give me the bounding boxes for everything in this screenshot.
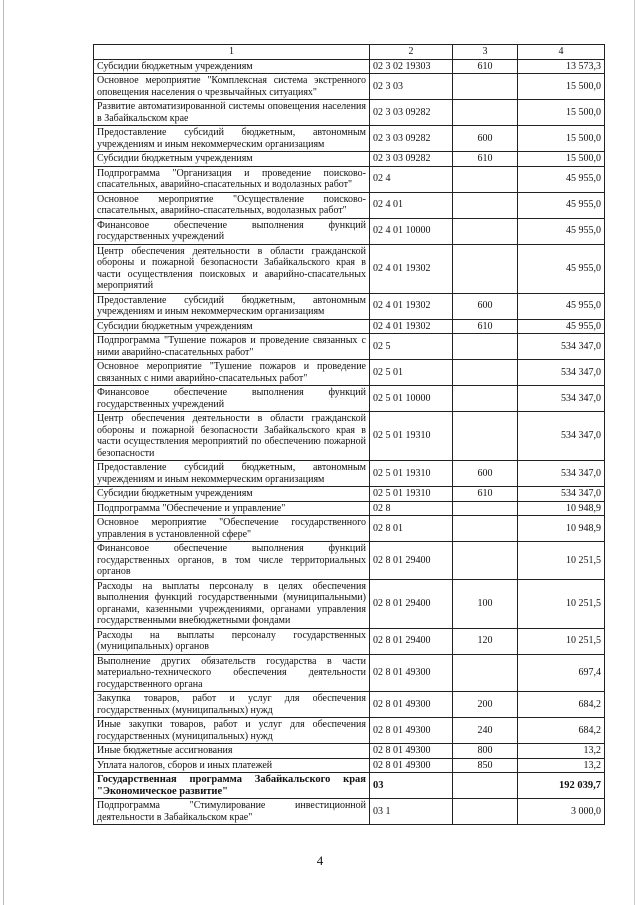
row-sum-cell: 10 948,9 bbox=[518, 501, 605, 516]
row-name-cell: Субсидии бюджетным учреждениям bbox=[94, 319, 370, 334]
table-row bbox=[94, 516, 605, 542]
row-name-cell: Основное мероприятие "Осуществление поисково-спасательных, аварийно-спасательных, водолазных работ" bbox=[94, 192, 370, 218]
row-type-cell: 600 bbox=[453, 461, 518, 487]
row-code-cell: 02 5 bbox=[370, 334, 453, 360]
row-sum-cell: 534 347,0 bbox=[518, 386, 605, 412]
row-name-cell: Развитие автоматизированной системы оповещения населения в Забайкальском крае bbox=[94, 100, 370, 126]
row-type-cell bbox=[453, 412, 518, 461]
row-type-cell: 120 bbox=[453, 628, 518, 654]
row-code-cell: 02 5 01 19310 bbox=[370, 461, 453, 487]
row-sum-cell: 10 948,9 bbox=[518, 516, 605, 542]
row-sum-cell: 534 347,0 bbox=[518, 412, 605, 461]
row-code-cell: 02 5 01 19310 bbox=[370, 412, 453, 461]
row-type-cell: 610 bbox=[453, 152, 518, 167]
row-name-cell: Основное мероприятие "Обеспечение государственного управления в установленной сфере" bbox=[94, 516, 370, 542]
row-sum-cell: 534 347,0 bbox=[518, 360, 605, 386]
row-type-cell bbox=[453, 74, 518, 100]
row-name-cell: Основное мероприятие "Тушение пожаров и проведение связанных с ними аварийно-спасательных работ" bbox=[94, 360, 370, 386]
table-body bbox=[94, 59, 605, 825]
table-row bbox=[94, 718, 605, 744]
row-name-cell: Иные закупки товаров, работ и услуг для обеспечения государственных (муниципальных) нужд bbox=[94, 718, 370, 744]
row-sum-cell: 45 955,0 bbox=[518, 244, 605, 293]
row-type-cell bbox=[453, 244, 518, 293]
table-row bbox=[94, 152, 605, 167]
row-code-cell: 02 4 01 19302 bbox=[370, 293, 453, 319]
row-code-cell: 02 3 03 09282 bbox=[370, 100, 453, 126]
row-type-cell bbox=[453, 654, 518, 692]
header-col-2: 2 bbox=[370, 45, 453, 60]
table-row bbox=[94, 799, 605, 825]
row-code-cell: 02 3 02 19303 bbox=[370, 59, 453, 74]
row-name-cell: Субсидии бюджетным учреждениям bbox=[94, 487, 370, 502]
table-row bbox=[94, 59, 605, 74]
row-type-cell bbox=[453, 192, 518, 218]
row-code-cell: 03 1 bbox=[370, 799, 453, 825]
row-sum-cell: 15 500,0 bbox=[518, 100, 605, 126]
row-code-cell: 02 4 01 bbox=[370, 192, 453, 218]
row-code-cell: 02 8 01 49300 bbox=[370, 744, 453, 759]
table-row bbox=[94, 126, 605, 152]
row-type-cell bbox=[453, 334, 518, 360]
row-sum-cell: 697,4 bbox=[518, 654, 605, 692]
row-name-cell: Основное мероприятие "Комплексная система экстренного оповещения населения о чрезвычайных ситуациях" bbox=[94, 74, 370, 100]
row-code-cell: 02 3 03 bbox=[370, 74, 453, 100]
row-code-cell: 02 3 03 09282 bbox=[370, 126, 453, 152]
row-name-cell: Центр обеспечения деятельности в области гражданской обороны и пожарной безопасности Забайкальского края в части осуществления поисковых и аварийно-спасательных мероприятий bbox=[94, 244, 370, 293]
row-name-cell: Подпрограмма "Стимулирование инвестиционной деятельности в Забайкальском крае" bbox=[94, 799, 370, 825]
table-row bbox=[94, 100, 605, 126]
row-name-cell: Подпрограмма "Обеспечение и управление" bbox=[94, 501, 370, 516]
table-row bbox=[94, 773, 605, 799]
row-code-cell: 02 8 01 29400 bbox=[370, 628, 453, 654]
row-code-cell: 02 5 01 19310 bbox=[370, 487, 453, 502]
row-type-cell bbox=[453, 166, 518, 192]
row-code-cell: 02 4 01 19302 bbox=[370, 319, 453, 334]
row-code-cell: 02 4 bbox=[370, 166, 453, 192]
row-sum-cell: 15 500,0 bbox=[518, 74, 605, 100]
row-sum-cell: 3 000,0 bbox=[518, 799, 605, 825]
table-row bbox=[94, 334, 605, 360]
row-sum-cell: 10 251,5 bbox=[518, 542, 605, 580]
row-type-cell bbox=[453, 501, 518, 516]
table-row bbox=[94, 74, 605, 100]
row-sum-cell: 13,2 bbox=[518, 758, 605, 773]
row-name-cell: Государственная программа Забайкальского края "Экономическое развитие" bbox=[94, 773, 370, 799]
row-code-cell: 02 5 01 bbox=[370, 360, 453, 386]
row-code-cell: 02 8 01 29400 bbox=[370, 579, 453, 628]
row-sum-cell: 13 573,3 bbox=[518, 59, 605, 74]
row-sum-cell: 15 500,0 bbox=[518, 126, 605, 152]
row-code-cell: 02 8 01 49300 bbox=[370, 718, 453, 744]
table-row bbox=[94, 192, 605, 218]
row-sum-cell: 13,2 bbox=[518, 744, 605, 759]
row-code-cell: 02 5 01 10000 bbox=[370, 386, 453, 412]
table-row bbox=[94, 744, 605, 759]
row-sum-cell: 192 039,7 bbox=[518, 773, 605, 799]
row-type-cell: 600 bbox=[453, 126, 518, 152]
row-sum-cell: 10 251,5 bbox=[518, 628, 605, 654]
scan-edge-right bbox=[634, 0, 635, 905]
table-row bbox=[94, 360, 605, 386]
row-code-cell: 02 3 03 09282 bbox=[370, 152, 453, 167]
row-sum-cell: 45 955,0 bbox=[518, 166, 605, 192]
row-code-cell: 02 8 01 bbox=[370, 516, 453, 542]
row-type-cell bbox=[453, 799, 518, 825]
row-code-cell: 03 bbox=[370, 773, 453, 799]
row-name-cell: Предоставление субсидий бюджетным, автономным учреждениям и иным некоммерческим организациям bbox=[94, 293, 370, 319]
table-row bbox=[94, 692, 605, 718]
table-row bbox=[94, 218, 605, 244]
row-name-cell: Предоставление субсидий бюджетным, автономным учреждениям и иным некоммерческим организациям bbox=[94, 126, 370, 152]
row-code-cell: 02 4 01 19302 bbox=[370, 244, 453, 293]
row-type-cell: 800 bbox=[453, 744, 518, 759]
row-code-cell: 02 4 01 10000 bbox=[370, 218, 453, 244]
row-sum-cell: 45 955,0 bbox=[518, 192, 605, 218]
table-row bbox=[94, 412, 605, 461]
row-name-cell: Закупка товаров, работ и услуг для обеспечения государственных (муниципальных) нужд bbox=[94, 692, 370, 718]
row-name-cell: Выполнение других обязательств государства в части материально-технического обеспечения деятельности государственного органа bbox=[94, 654, 370, 692]
row-type-cell bbox=[453, 542, 518, 580]
table-row bbox=[94, 244, 605, 293]
scan-edge-left bbox=[3, 0, 4, 905]
row-sum-cell: 10 251,5 bbox=[518, 579, 605, 628]
header-col-4: 4 bbox=[518, 45, 605, 60]
table-row bbox=[94, 487, 605, 502]
row-name-cell: Центр обеспечения деятельности в области гражданской обороны и пожарной безопасности Забайкальского края в части осуществления мероприятий по обеспечению пожарной безопасности bbox=[94, 412, 370, 461]
table-row bbox=[94, 461, 605, 487]
row-sum-cell: 534 347,0 bbox=[518, 334, 605, 360]
row-code-cell: 02 8 01 29400 bbox=[370, 542, 453, 580]
row-sum-cell: 45 955,0 bbox=[518, 293, 605, 319]
row-name-cell: Расходы на выплаты персоналу в целях обеспечения выполнения функций государственными (муниципальными) органами, казенными учреждениями, органами управления государственными внебюджетными фондами bbox=[94, 579, 370, 628]
row-sum-cell: 684,2 bbox=[518, 718, 605, 744]
row-type-cell: 200 bbox=[453, 692, 518, 718]
header-col-1: 1 bbox=[94, 45, 370, 60]
row-code-cell: 02 8 01 49300 bbox=[370, 692, 453, 718]
table-header-row bbox=[94, 45, 605, 60]
row-name-cell: Предоставление субсидий бюджетным, автономным учреждениям и иным некоммерческим организациям bbox=[94, 461, 370, 487]
row-name-cell: Финансовое обеспечение выполнения функций государственных учреждений bbox=[94, 218, 370, 244]
row-name-cell: Финансовое обеспечение выполнения функций государственных учреждений bbox=[94, 386, 370, 412]
row-type-cell bbox=[453, 360, 518, 386]
row-type-cell: 610 bbox=[453, 319, 518, 334]
row-type-cell: 240 bbox=[453, 718, 518, 744]
row-name-cell: Финансовое обеспечение выполнения функций государственных органов, в том числе территориальных органов bbox=[94, 542, 370, 580]
row-code-cell: 02 8 01 49300 bbox=[370, 758, 453, 773]
row-sum-cell: 15 500,0 bbox=[518, 152, 605, 167]
row-name-cell: Уплата налогов, сборов и иных платежей bbox=[94, 758, 370, 773]
table-row bbox=[94, 501, 605, 516]
row-name-cell: Иные бюджетные ассигнования bbox=[94, 744, 370, 759]
table-row bbox=[94, 319, 605, 334]
table-row bbox=[94, 758, 605, 773]
table-row bbox=[94, 166, 605, 192]
table-row bbox=[94, 293, 605, 319]
row-type-cell bbox=[453, 516, 518, 542]
row-type-cell: 100 bbox=[453, 579, 518, 628]
row-type-cell bbox=[453, 100, 518, 126]
row-code-cell: 02 8 01 49300 bbox=[370, 654, 453, 692]
row-type-cell bbox=[453, 386, 518, 412]
table-row bbox=[94, 628, 605, 654]
row-sum-cell: 684,2 bbox=[518, 692, 605, 718]
row-type-cell bbox=[453, 773, 518, 799]
row-sum-cell: 534 347,0 bbox=[518, 487, 605, 502]
header-col-3: 3 bbox=[453, 45, 518, 60]
row-sum-cell: 534 347,0 bbox=[518, 461, 605, 487]
table-row bbox=[94, 579, 605, 628]
row-code-cell: 02 8 bbox=[370, 501, 453, 516]
row-name-cell: Субсидии бюджетным учреждениям bbox=[94, 59, 370, 74]
table-row bbox=[94, 386, 605, 412]
table-row bbox=[94, 654, 605, 692]
row-name-cell: Субсидии бюджетным учреждениям bbox=[94, 152, 370, 167]
budget-table bbox=[93, 44, 605, 825]
row-name-cell: Расходы на выплаты персоналу государственных (муниципальных) органов bbox=[94, 628, 370, 654]
row-name-cell: Подпрограмма "Тушение пожаров и проведение связанных с ними аварийно-спасательных работ" bbox=[94, 334, 370, 360]
row-type-cell: 610 bbox=[453, 487, 518, 502]
table-row bbox=[94, 542, 605, 580]
row-type-cell: 600 bbox=[453, 293, 518, 319]
row-sum-cell: 45 955,0 bbox=[518, 319, 605, 334]
row-sum-cell: 45 955,0 bbox=[518, 218, 605, 244]
row-type-cell bbox=[453, 218, 518, 244]
row-type-cell: 610 bbox=[453, 59, 518, 74]
row-type-cell: 850 bbox=[453, 758, 518, 773]
row-name-cell: Подпрограмма "Организация и проведение поисково-спасательных, аварийно-спасательных и водолазных работ" bbox=[94, 166, 370, 192]
page-number: 4 bbox=[316, 853, 324, 868]
